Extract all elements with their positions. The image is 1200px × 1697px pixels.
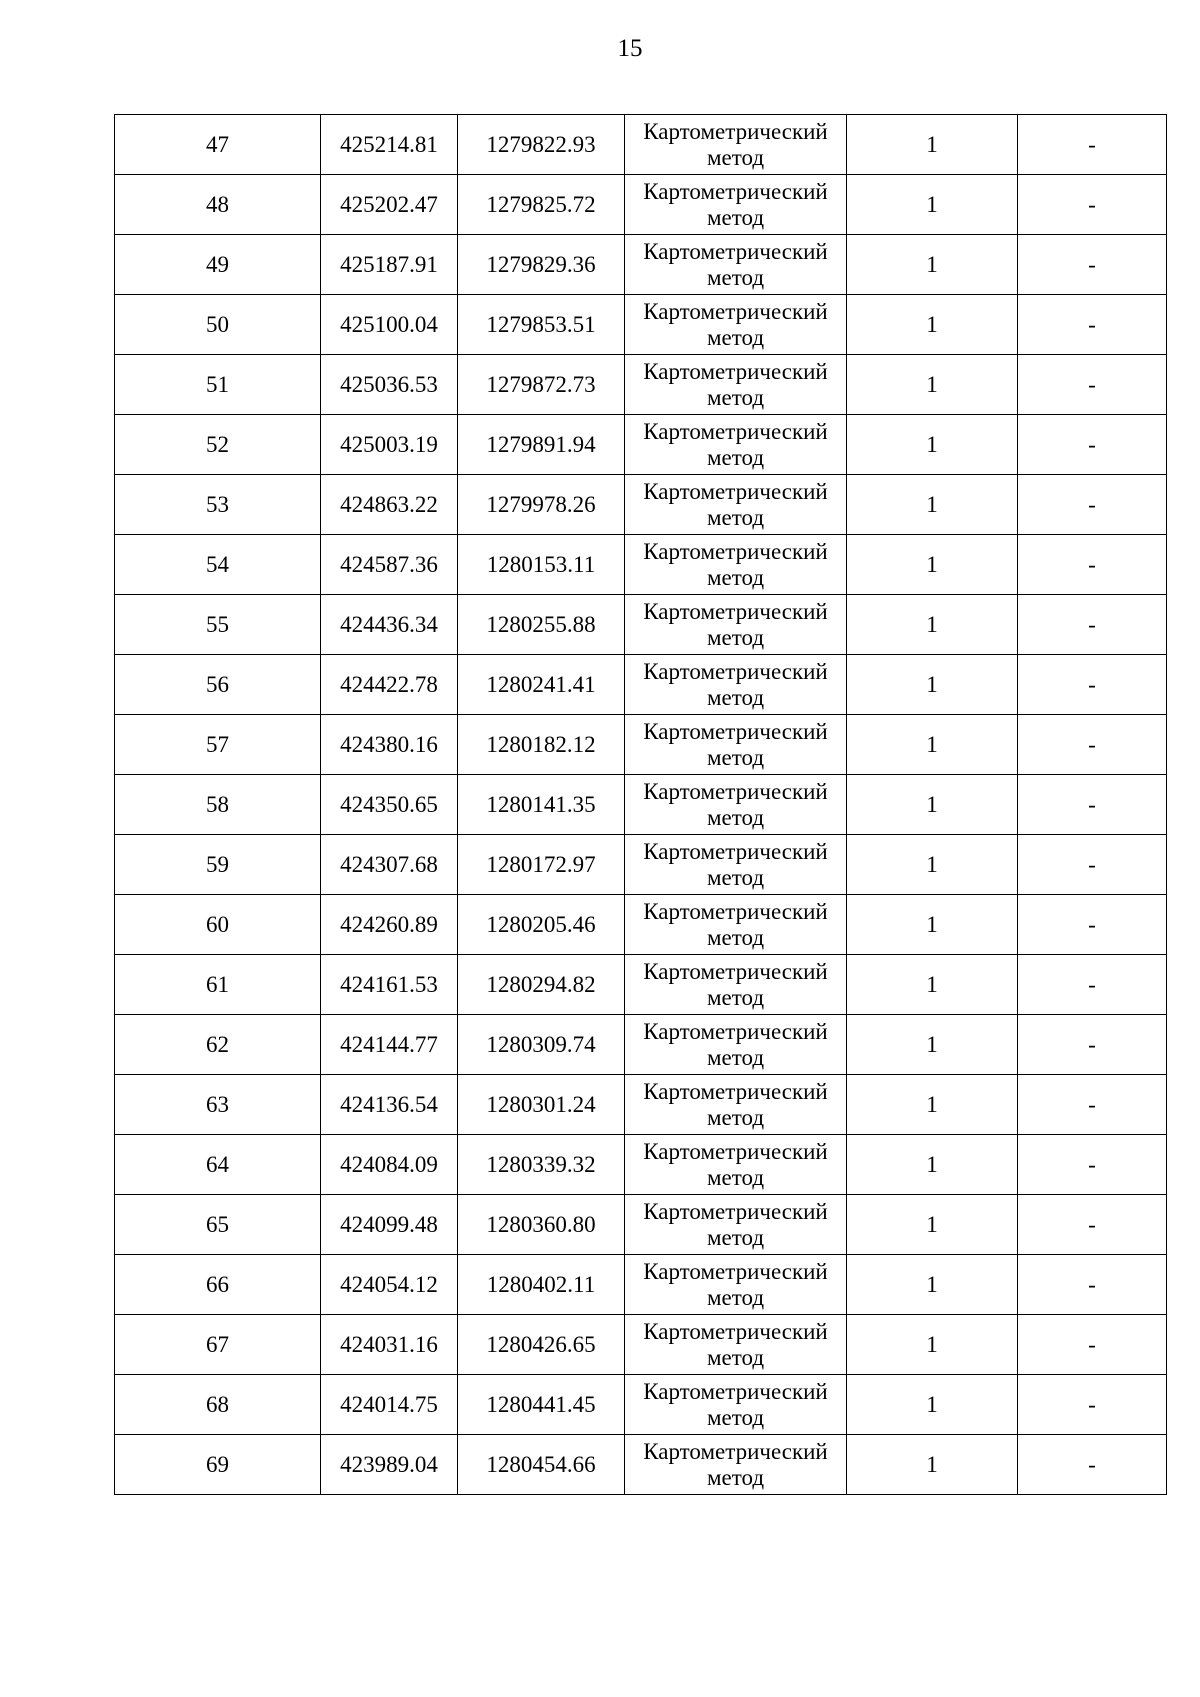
precision-cell: 1 — [847, 115, 1018, 175]
note-cell: - — [1018, 535, 1167, 595]
method-line-1: Картометрический — [643, 1018, 828, 1044]
method-cell — [625, 235, 847, 295]
method-cell — [625, 415, 847, 475]
table-row — [115, 1375, 1167, 1435]
method-line-2: метод — [706, 684, 765, 710]
table-row — [115, 1315, 1167, 1375]
y-coordinate-cell: 1279872.73 — [458, 355, 625, 415]
method-line-1: Картометрический — [643, 898, 828, 924]
table-row — [115, 355, 1167, 415]
point-number-cell: 49 — [115, 235, 321, 295]
note-cell: - — [1018, 115, 1167, 175]
method-cell — [625, 535, 847, 595]
y-coordinate-cell: 1280339.32 — [458, 1135, 625, 1195]
note-cell: - — [1018, 415, 1167, 475]
method-line-2: метод — [706, 444, 765, 470]
y-coordinate-cell: 1280153.11 — [458, 535, 625, 595]
method-line-1: Картометрический — [643, 1318, 828, 1344]
method-cell — [625, 895, 847, 955]
point-number-cell: 53 — [115, 475, 321, 535]
note-cell: - — [1018, 1015, 1167, 1075]
method-line-2: метод — [706, 864, 765, 890]
point-number-cell: 67 — [115, 1315, 321, 1375]
x-coordinate-cell: 424422.78 — [321, 655, 458, 715]
precision-cell: 1 — [847, 835, 1018, 895]
table-row — [115, 1015, 1167, 1075]
point-number-cell: 52 — [115, 415, 321, 475]
method-cell — [625, 1135, 847, 1195]
y-coordinate-cell: 1280182.12 — [458, 715, 625, 775]
y-coordinate-cell: 1279829.36 — [458, 235, 625, 295]
note-cell: - — [1018, 715, 1167, 775]
table-row — [115, 235, 1167, 295]
note-cell: - — [1018, 1135, 1167, 1195]
point-number-cell: 57 — [115, 715, 321, 775]
method-line-2: метод — [706, 924, 765, 950]
method-line-1: Картометрический — [643, 1198, 828, 1224]
x-coordinate-cell: 424260.89 — [321, 895, 458, 955]
note-cell: - — [1018, 1255, 1167, 1315]
y-coordinate-cell: 1280441.45 — [458, 1375, 625, 1435]
table-row — [115, 955, 1167, 1015]
point-number-cell: 69 — [115, 1435, 321, 1495]
method-line-2: метод — [706, 1344, 765, 1370]
table-row — [115, 1075, 1167, 1135]
method-cell — [625, 1075, 847, 1135]
x-coordinate-cell: 424099.48 — [321, 1195, 458, 1255]
method-line-2: метод — [706, 1104, 765, 1130]
precision-cell: 1 — [847, 1435, 1018, 1495]
y-coordinate-cell: 1280309.74 — [458, 1015, 625, 1075]
x-coordinate-cell: 424014.75 — [321, 1375, 458, 1435]
table-row — [115, 1255, 1167, 1315]
x-coordinate-cell: 424144.77 — [321, 1015, 458, 1075]
x-coordinate-cell: 423989.04 — [321, 1435, 458, 1495]
x-coordinate-cell: 425202.47 — [321, 175, 458, 235]
note-cell: - — [1018, 1375, 1167, 1435]
point-number-cell: 62 — [115, 1015, 321, 1075]
precision-cell: 1 — [847, 955, 1018, 1015]
table-row — [115, 775, 1167, 835]
note-cell: - — [1018, 835, 1167, 895]
y-coordinate-cell: 1280301.24 — [458, 1075, 625, 1135]
table-row — [115, 175, 1167, 235]
x-coordinate-cell: 425214.81 — [321, 115, 458, 175]
method-cell — [625, 1375, 847, 1435]
point-number-cell: 55 — [115, 595, 321, 655]
table-row — [115, 475, 1167, 535]
method-cell — [625, 175, 847, 235]
x-coordinate-cell: 424136.54 — [321, 1075, 458, 1135]
x-coordinate-cell: 424307.68 — [321, 835, 458, 895]
y-coordinate-cell: 1280255.88 — [458, 595, 625, 655]
point-number-cell: 65 — [115, 1195, 321, 1255]
note-cell: - — [1018, 1315, 1167, 1375]
method-cell — [625, 1015, 847, 1075]
method-cell — [625, 955, 847, 1015]
precision-cell: 1 — [847, 475, 1018, 535]
note-cell: - — [1018, 1195, 1167, 1255]
table-row — [115, 1195, 1167, 1255]
point-number-cell: 48 — [115, 175, 321, 235]
page-number: 15 — [617, 35, 643, 62]
table-row — [115, 595, 1167, 655]
table-row — [115, 1435, 1167, 1495]
x-coordinate-cell: 424031.16 — [321, 1315, 458, 1375]
note-cell: - — [1018, 1075, 1167, 1135]
method-line-1: Картометрический — [643, 958, 828, 984]
point-number-cell: 51 — [115, 355, 321, 415]
method-line-2: метод — [706, 624, 765, 650]
method-line-2: метод — [706, 1164, 765, 1190]
method-cell — [625, 595, 847, 655]
method-cell — [625, 1195, 847, 1255]
method-line-2: метод — [706, 204, 765, 230]
x-coordinate-cell: 425187.91 — [321, 235, 458, 295]
table-row — [115, 715, 1167, 775]
method-line-2: метод — [706, 564, 765, 590]
x-coordinate-cell: 424161.53 — [321, 955, 458, 1015]
precision-cell: 1 — [847, 1075, 1018, 1135]
method-line-2: метод — [706, 1224, 765, 1250]
method-line-1: Картометрический — [643, 598, 828, 624]
y-coordinate-cell: 1280402.11 — [458, 1255, 625, 1315]
point-number-cell: 64 — [115, 1135, 321, 1195]
method-line-1: Картометрический — [643, 838, 828, 864]
note-cell: - — [1018, 895, 1167, 955]
method-line-1: Картометрический — [643, 658, 828, 684]
point-number-cell: 59 — [115, 835, 321, 895]
table-row — [115, 1135, 1167, 1195]
method-line-1: Картометрический — [643, 298, 828, 324]
y-coordinate-cell: 1279825.72 — [458, 175, 625, 235]
method-line-2: метод — [706, 804, 765, 830]
method-cell — [625, 1435, 847, 1495]
precision-cell: 1 — [847, 295, 1018, 355]
x-coordinate-cell: 425003.19 — [321, 415, 458, 475]
precision-cell: 1 — [847, 1135, 1018, 1195]
method-cell — [625, 715, 847, 775]
method-cell — [625, 355, 847, 415]
method-cell — [625, 835, 847, 895]
note-cell: - — [1018, 775, 1167, 835]
method-line-2: метод — [706, 1404, 765, 1430]
x-coordinate-cell: 424587.36 — [321, 535, 458, 595]
x-coordinate-cell: 424863.22 — [321, 475, 458, 535]
note-cell: - — [1018, 175, 1167, 235]
point-number-cell: 60 — [115, 895, 321, 955]
precision-cell: 1 — [847, 1375, 1018, 1435]
method-cell — [625, 1315, 847, 1375]
method-line-2: метод — [706, 264, 765, 290]
method-line-1: Картометрический — [643, 118, 828, 144]
table-row — [115, 655, 1167, 715]
method-line-2: метод — [706, 1464, 765, 1490]
point-number-cell: 58 — [115, 775, 321, 835]
precision-cell: 1 — [847, 175, 1018, 235]
precision-cell: 1 — [847, 655, 1018, 715]
method-line-1: Картометрический — [643, 418, 828, 444]
precision-cell: 1 — [847, 1015, 1018, 1075]
precision-cell: 1 — [847, 595, 1018, 655]
precision-cell: 1 — [847, 1195, 1018, 1255]
method-line-2: метод — [706, 744, 765, 770]
method-line-2: метод — [706, 324, 765, 350]
method-line-1: Картометрический — [643, 1078, 828, 1104]
note-cell: - — [1018, 295, 1167, 355]
x-coordinate-cell: 424054.12 — [321, 1255, 458, 1315]
method-line-1: Картометрический — [643, 178, 828, 204]
method-cell — [625, 115, 847, 175]
x-coordinate-cell: 424350.65 — [321, 775, 458, 835]
precision-cell: 1 — [847, 1255, 1018, 1315]
method-line-1: Картометрический — [643, 358, 828, 384]
method-line-2: метод — [706, 144, 765, 170]
y-coordinate-cell: 1279822.93 — [458, 115, 625, 175]
note-cell: - — [1018, 655, 1167, 715]
note-cell: - — [1018, 355, 1167, 415]
y-coordinate-cell: 1279853.51 — [458, 295, 625, 355]
method-cell — [625, 1255, 847, 1315]
point-number-cell: 61 — [115, 955, 321, 1015]
point-number-cell: 54 — [115, 535, 321, 595]
point-number-cell: 68 — [115, 1375, 321, 1435]
y-coordinate-cell: 1280172.97 — [458, 835, 625, 895]
y-coordinate-cell: 1279891.94 — [458, 415, 625, 475]
method-cell — [625, 295, 847, 355]
precision-cell: 1 — [847, 355, 1018, 415]
point-number-cell: 47 — [115, 115, 321, 175]
precision-cell: 1 — [847, 895, 1018, 955]
table-row — [115, 115, 1167, 175]
note-cell: - — [1018, 595, 1167, 655]
y-coordinate-cell: 1280426.65 — [458, 1315, 625, 1375]
point-number-cell: 50 — [115, 295, 321, 355]
table-row — [115, 415, 1167, 475]
point-number-cell: 56 — [115, 655, 321, 715]
method-line-1: Картометрический — [643, 1438, 828, 1464]
method-cell — [625, 475, 847, 535]
precision-cell: 1 — [847, 415, 1018, 475]
method-line-1: Картометрический — [643, 478, 828, 504]
x-coordinate-cell: 424084.09 — [321, 1135, 458, 1195]
method-line-1: Картометрический — [643, 1378, 828, 1404]
precision-cell: 1 — [847, 775, 1018, 835]
method-line-1: Картометрический — [643, 718, 828, 744]
method-line-2: метод — [706, 1284, 765, 1310]
point-number-cell: 66 — [115, 1255, 321, 1315]
y-coordinate-cell: 1280360.80 — [458, 1195, 625, 1255]
table-row — [115, 295, 1167, 355]
x-coordinate-cell: 424380.16 — [321, 715, 458, 775]
method-line-1: Картометрический — [643, 778, 828, 804]
note-cell: - — [1018, 235, 1167, 295]
y-coordinate-cell: 1280454.66 — [458, 1435, 625, 1495]
note-cell: - — [1018, 955, 1167, 1015]
method-line-2: метод — [706, 384, 765, 410]
table-row — [115, 895, 1167, 955]
table-row — [115, 835, 1167, 895]
note-cell: - — [1018, 475, 1167, 535]
y-coordinate-cell: 1280294.82 — [458, 955, 625, 1015]
method-cell — [625, 655, 847, 715]
method-line-2: метод — [706, 504, 765, 530]
method-line-2: метод — [706, 1044, 765, 1070]
point-number-cell: 63 — [115, 1075, 321, 1135]
x-coordinate-cell: 424436.34 — [321, 595, 458, 655]
precision-cell: 1 — [847, 235, 1018, 295]
precision-cell: 1 — [847, 715, 1018, 775]
coordinates-table — [114, 114, 1167, 1495]
method-cell — [625, 775, 847, 835]
x-coordinate-cell: 425100.04 — [321, 295, 458, 355]
method-line-2: метод — [706, 984, 765, 1010]
y-coordinate-cell: 1279978.26 — [458, 475, 625, 535]
method-line-1: Картометрический — [643, 1258, 828, 1284]
precision-cell: 1 — [847, 1315, 1018, 1375]
table-row — [115, 535, 1167, 595]
y-coordinate-cell: 1280205.46 — [458, 895, 625, 955]
method-line-1: Картометрический — [643, 538, 828, 564]
y-coordinate-cell: 1280141.35 — [458, 775, 625, 835]
method-line-1: Картометрический — [643, 1138, 828, 1164]
coordinates-table-body — [115, 115, 1167, 1495]
precision-cell: 1 — [847, 535, 1018, 595]
x-coordinate-cell: 425036.53 — [321, 355, 458, 415]
method-line-1: Картометрический — [643, 238, 828, 264]
y-coordinate-cell: 1280241.41 — [458, 655, 625, 715]
note-cell: - — [1018, 1435, 1167, 1495]
